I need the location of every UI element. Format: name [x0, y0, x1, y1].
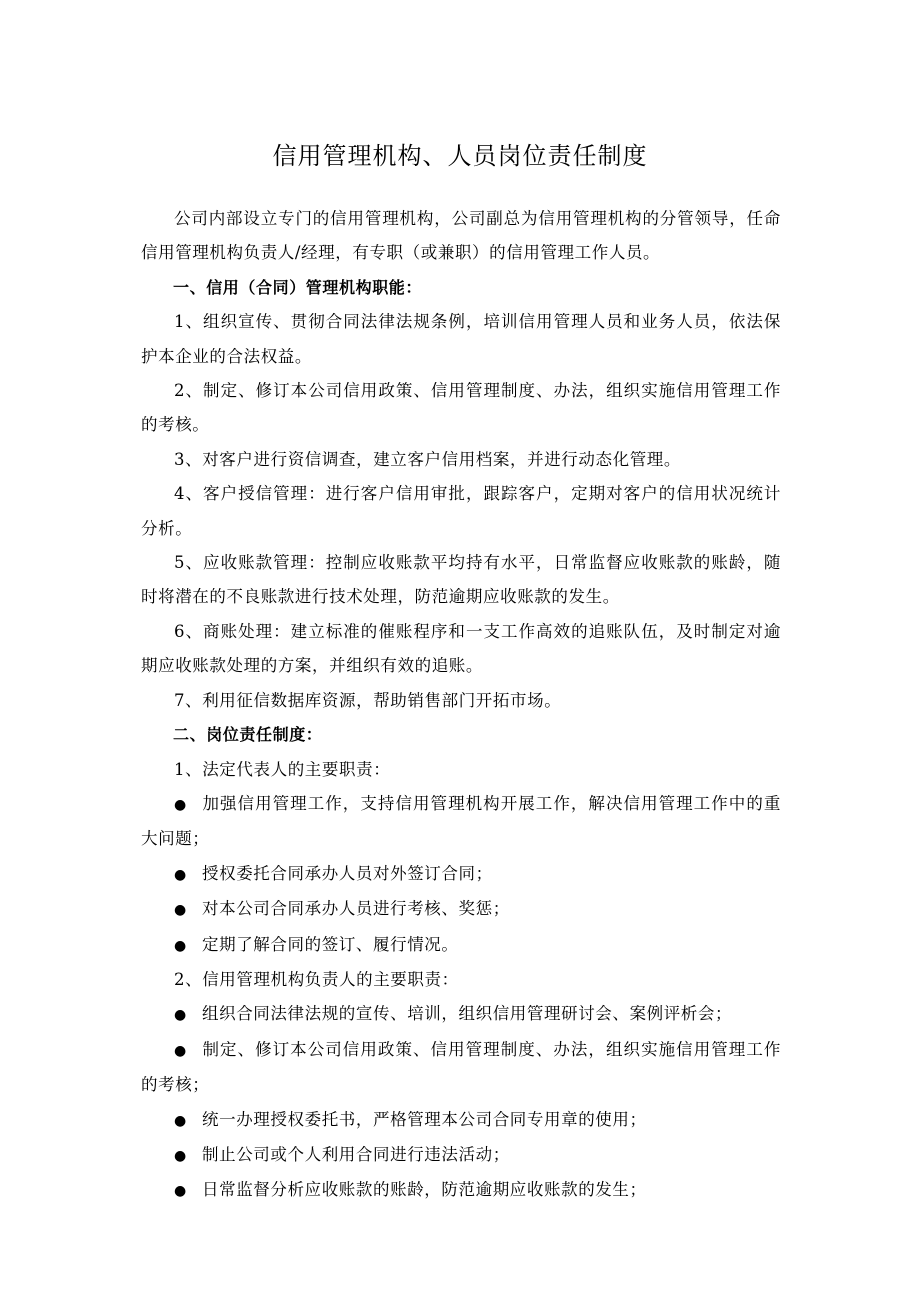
document-body — [141, 202, 781, 1209]
bullet-item — [141, 1138, 781, 1173]
bullet-dot-icon: ● — [174, 1183, 187, 1200]
bullet-text: 组织合同法律法规的宣传、培训，组织信用管理研讨会、案例评析会； — [202, 1004, 733, 1024]
bullet-item — [141, 892, 781, 927]
section-heading: 一、信用（合同）管理机构职能： — [173, 277, 423, 297]
bullet-item — [141, 1033, 781, 1103]
paragraph: 公司内部设立专门的信用管理机构，公司副总为信用管理机构的分管领导，任命信用管理机构负责人/经理，有专职（或兼职）的信用管理工作人员。 — [141, 209, 781, 263]
bullet-text: 定期了解合同的签订、履行情况。 — [202, 934, 459, 954]
bullet-dot-icon: ● — [174, 796, 187, 813]
document-title: 信用管理机构、人员岗位责任制度 — [272, 142, 648, 170]
paragraph: 7、利用征信数据库资源，帮助销售部门开拓市场。 — [174, 690, 562, 710]
bullet-item — [141, 857, 781, 892]
bullet-dot-icon: ● — [174, 1007, 187, 1024]
bullet-text: 对本公司合同承办人员进行考核、奖惩； — [202, 899, 510, 919]
section-heading: 二、岗位责任制度： — [173, 725, 323, 745]
bullet-dot-icon: ● — [174, 902, 187, 919]
bullet-item — [141, 928, 781, 963]
paragraph: 6、商账处理：建立标准的催账程序和一支工作高效的追账队伍，及时制定对逾期应收账款处理的方案，并组织有效的追账。 — [141, 621, 781, 676]
bullet-text: 制止公司或个人利用合同进行违法活动； — [202, 1144, 510, 1164]
bullet-item — [141, 1173, 781, 1208]
bullet-dot-icon: ● — [174, 1147, 187, 1164]
bullet-text: 授权委托合同承办人员对外签订合同； — [202, 863, 493, 883]
bullet-item — [141, 1103, 781, 1138]
paragraph: 2、制定、修订本公司信用政策、信用管理制度、办法，组织实施信用管理工作的考核。 — [141, 381, 781, 435]
bullet-dot-icon: ● — [174, 866, 187, 883]
bullet-item — [141, 997, 781, 1032]
bullet-text: 加强信用管理工作，支持信用管理机构开展工作，解决信用管理工作中的重大问题； — [141, 793, 781, 849]
paragraph: 2、信用管理机构负责人的主要职责： — [174, 969, 459, 989]
bullet-text: 日常监督分析应收账款的账龄，防范逾期应收账款的发生； — [202, 1180, 647, 1200]
bullet-item — [141, 787, 781, 857]
bullet-text: 制定、修订本公司信用政策、信用管理制度、办法，组织实施信用管理工作的考核； — [141, 1039, 781, 1095]
paragraph: 1、组织宣传、贯彻合同法律法规条例，培训信用管理人员和业务人员，依法保护本企业的合法权益。 — [141, 312, 781, 366]
paragraph: 5、应收账款管理：控制应收账款平均持有水平，日常监督应收账款的账龄，随时将潜在的不良账款进行技术处理，防范逾期应收账款的发生。 — [141, 553, 781, 607]
bullet-dot-icon: ● — [174, 937, 187, 954]
paragraph: 4、客户授信管理：进行客户信用审批，跟踪客户，定期对客户的信用状况统计分析。 — [141, 484, 781, 538]
bullet-dot-icon: ● — [174, 1042, 187, 1059]
bullet-dot-icon: ● — [174, 1112, 187, 1129]
bullet-text: 统一办理授权委托书，严格管理本公司合同专用章的使用； — [202, 1109, 647, 1129]
paragraph: 3、对客户进行资信调查，建立客户信用档案，并进行动态化管理。 — [174, 449, 681, 469]
paragraph: 1、法定代表人的主要职责： — [174, 759, 391, 779]
